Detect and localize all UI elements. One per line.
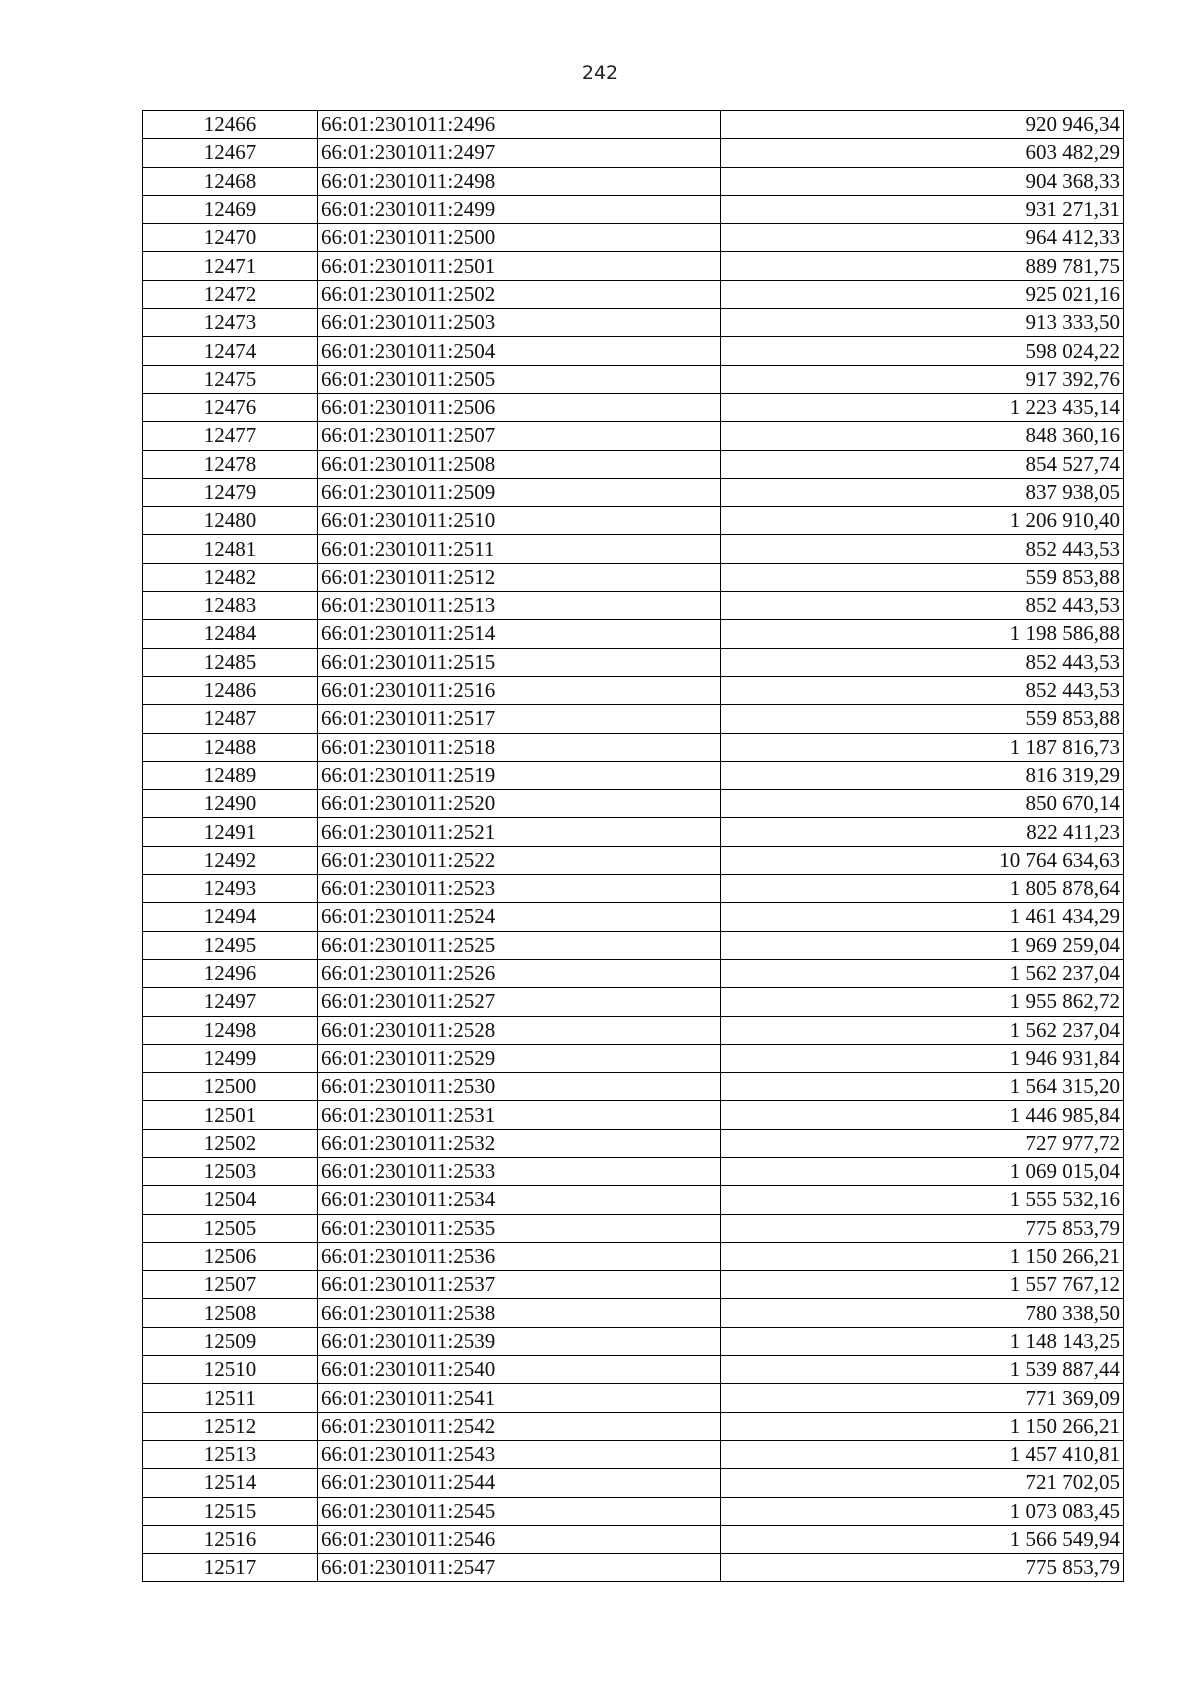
cadastral-value-cell: 603 482,29 [721, 139, 1124, 167]
table-row [143, 337, 1124, 365]
cadastral-number-cell: 66:01:2301011:2531 [318, 1101, 721, 1129]
row-number-cell: 12501 [143, 1101, 318, 1129]
row-number-cell: 12508 [143, 1299, 318, 1327]
cadastral-value-cell: 775 853,79 [721, 1214, 1124, 1242]
cadastral-number-cell: 66:01:2301011:2501 [318, 252, 721, 280]
row-number-cell: 12498 [143, 1016, 318, 1044]
table-row [143, 875, 1124, 903]
row-number-cell: 12474 [143, 337, 318, 365]
row-number-cell: 12514 [143, 1469, 318, 1497]
table-row [143, 1327, 1124, 1355]
cadastral-value-cell: 931 271,31 [721, 195, 1124, 223]
cadastral-number-cell: 66:01:2301011:2508 [318, 450, 721, 478]
cadastral-number-cell: 66:01:2301011:2523 [318, 875, 721, 903]
cadastral-value-cell: 1 564 315,20 [721, 1073, 1124, 1101]
cadastral-number-cell: 66:01:2301011:2534 [318, 1186, 721, 1214]
cadastral-value-cell: 964 412,33 [721, 224, 1124, 252]
row-number-cell: 12484 [143, 620, 318, 648]
row-number-cell: 12479 [143, 478, 318, 506]
row-number-cell: 12512 [143, 1412, 318, 1440]
table-row [143, 365, 1124, 393]
cadastral-value-cell: 559 853,88 [721, 705, 1124, 733]
cadastral-number-cell: 66:01:2301011:2532 [318, 1129, 721, 1157]
cadastral-value-cell: 816 319,29 [721, 761, 1124, 789]
cadastral-value-cell: 852 443,53 [721, 535, 1124, 563]
row-number-cell: 12470 [143, 224, 318, 252]
cadastral-value-cell: 1 946 931,84 [721, 1044, 1124, 1072]
cadastral-value-cell: 1 069 015,04 [721, 1157, 1124, 1185]
cadastral-number-cell: 66:01:2301011:2507 [318, 422, 721, 450]
cadastral-number-cell: 66:01:2301011:2543 [318, 1440, 721, 1468]
cadastral-number-cell: 66:01:2301011:2541 [318, 1384, 721, 1412]
table-row [143, 620, 1124, 648]
table-row [143, 1044, 1124, 1072]
table-row [143, 648, 1124, 676]
cadastral-value-cell: 10 764 634,63 [721, 846, 1124, 874]
cadastral-number-cell: 66:01:2301011:2512 [318, 563, 721, 591]
table-row [143, 224, 1124, 252]
table-row [143, 959, 1124, 987]
cadastral-number-cell: 66:01:2301011:2502 [318, 280, 721, 308]
cadastral-number-cell: 66:01:2301011:2517 [318, 705, 721, 733]
cadastral-number-cell: 66:01:2301011:2545 [318, 1497, 721, 1525]
cadastral-number-cell: 66:01:2301011:2516 [318, 676, 721, 704]
row-number-cell: 12485 [143, 648, 318, 676]
cadastral-number-cell: 66:01:2301011:2547 [318, 1554, 721, 1582]
cadastral-value-cell: 1 446 985,84 [721, 1101, 1124, 1129]
cadastral-number-cell: 66:01:2301011:2510 [318, 507, 721, 535]
row-number-cell: 12467 [143, 139, 318, 167]
cadastral-value-cell: 1 150 266,21 [721, 1412, 1124, 1440]
cadastral-value-cell: 1 566 549,94 [721, 1525, 1124, 1553]
row-number-cell: 12504 [143, 1186, 318, 1214]
cadastral-number-cell: 66:01:2301011:2505 [318, 365, 721, 393]
cadastral-number-cell: 66:01:2301011:2514 [318, 620, 721, 648]
table-row [143, 1356, 1124, 1384]
cadastral-number-cell: 66:01:2301011:2539 [318, 1327, 721, 1355]
row-number-cell: 12510 [143, 1356, 318, 1384]
cadastral-value-cell: 1 198 586,88 [721, 620, 1124, 648]
cadastral-value-cell: 1 562 237,04 [721, 1016, 1124, 1044]
row-number-cell: 12494 [143, 903, 318, 931]
row-number-cell: 12505 [143, 1214, 318, 1242]
cadastral-value-cell: 780 338,50 [721, 1299, 1124, 1327]
cadastral-value-cell: 848 360,16 [721, 422, 1124, 450]
cadastral-value-cell: 852 443,53 [721, 676, 1124, 704]
row-number-cell: 12487 [143, 705, 318, 733]
row-number-cell: 12490 [143, 790, 318, 818]
cadastral-value-cell: 727 977,72 [721, 1129, 1124, 1157]
cadastral-value-cell: 775 853,79 [721, 1554, 1124, 1582]
cadastral-value-cell: 1 969 259,04 [721, 931, 1124, 959]
cadastral-number-cell: 66:01:2301011:2511 [318, 535, 721, 563]
cadastral-number-cell: 66:01:2301011:2540 [318, 1356, 721, 1384]
table-row [143, 818, 1124, 846]
cadastral-number-cell: 66:01:2301011:2535 [318, 1214, 721, 1242]
cadastral-value-cell: 1 148 143,25 [721, 1327, 1124, 1355]
cadastral-value-cell: 852 443,53 [721, 592, 1124, 620]
table-row [143, 563, 1124, 591]
cadastral-number-cell: 66:01:2301011:2524 [318, 903, 721, 931]
cadastral-value-cell: 889 781,75 [721, 252, 1124, 280]
table-row [143, 1016, 1124, 1044]
table-row [143, 790, 1124, 818]
row-number-cell: 12466 [143, 111, 318, 139]
row-number-cell: 12486 [143, 676, 318, 704]
cadastral-number-cell: 66:01:2301011:2546 [318, 1525, 721, 1553]
cadastral-value-table [142, 110, 1124, 1582]
row-number-cell: 12492 [143, 846, 318, 874]
row-number-cell: 12497 [143, 988, 318, 1016]
cadastral-number-cell: 66:01:2301011:2509 [318, 478, 721, 506]
table-row [143, 280, 1124, 308]
cadastral-number-cell: 66:01:2301011:2530 [318, 1073, 721, 1101]
table-row [143, 535, 1124, 563]
row-number-cell: 12517 [143, 1554, 318, 1582]
row-number-cell: 12495 [143, 931, 318, 959]
table-row [143, 676, 1124, 704]
table-row [143, 733, 1124, 761]
table-row [143, 903, 1124, 931]
table-row [143, 1525, 1124, 1553]
cadastral-value-cell: 1 073 083,45 [721, 1497, 1124, 1525]
row-number-cell: 12477 [143, 422, 318, 450]
cadastral-number-cell: 66:01:2301011:2504 [318, 337, 721, 365]
row-number-cell: 12515 [143, 1497, 318, 1525]
cadastral-value-cell: 913 333,50 [721, 309, 1124, 337]
cadastral-value-cell: 771 369,09 [721, 1384, 1124, 1412]
cadastral-value-cell: 1 223 435,14 [721, 393, 1124, 421]
row-number-cell: 12469 [143, 195, 318, 223]
cadastral-number-cell: 66:01:2301011:2544 [318, 1469, 721, 1497]
table-row [143, 1129, 1124, 1157]
table-row [143, 422, 1124, 450]
table-row [143, 846, 1124, 874]
cadastral-number-cell: 66:01:2301011:2497 [318, 139, 721, 167]
cadastral-value-cell: 852 443,53 [721, 648, 1124, 676]
cadastral-value-cell: 1 150 266,21 [721, 1242, 1124, 1270]
cadastral-number-cell: 66:01:2301011:2503 [318, 309, 721, 337]
cadastral-value-cell: 904 368,33 [721, 167, 1124, 195]
cadastral-number-cell: 66:01:2301011:2538 [318, 1299, 721, 1327]
table-row [143, 1469, 1124, 1497]
table-row [143, 988, 1124, 1016]
table-row [143, 761, 1124, 789]
table-row [143, 252, 1124, 280]
cadastral-number-cell: 66:01:2301011:2536 [318, 1242, 721, 1270]
table-row [143, 1101, 1124, 1129]
row-number-cell: 12471 [143, 252, 318, 280]
cadastral-number-cell: 66:01:2301011:2520 [318, 790, 721, 818]
table-row [143, 450, 1124, 478]
cadastral-value-cell: 925 021,16 [721, 280, 1124, 308]
cadastral-value-cell: 1 955 862,72 [721, 988, 1124, 1016]
cadastral-number-cell: 66:01:2301011:2529 [318, 1044, 721, 1072]
row-number-cell: 12507 [143, 1271, 318, 1299]
row-number-cell: 12511 [143, 1384, 318, 1412]
table-row [143, 195, 1124, 223]
table-row [143, 167, 1124, 195]
cadastral-number-cell: 66:01:2301011:2496 [318, 111, 721, 139]
row-number-cell: 12506 [143, 1242, 318, 1270]
cadastral-number-cell: 66:01:2301011:2522 [318, 846, 721, 874]
table-row [143, 1073, 1124, 1101]
cadastral-number-cell: 66:01:2301011:2519 [318, 761, 721, 789]
row-number-cell: 12481 [143, 535, 318, 563]
cadastral-value-cell: 1 555 532,16 [721, 1186, 1124, 1214]
row-number-cell: 12509 [143, 1327, 318, 1355]
cadastral-value-cell: 850 670,14 [721, 790, 1124, 818]
cadastral-value-cell: 1 539 887,44 [721, 1356, 1124, 1384]
table-row [143, 1157, 1124, 1185]
table-row [143, 139, 1124, 167]
cadastral-value-cell: 1 461 434,29 [721, 903, 1124, 931]
row-number-cell: 12491 [143, 818, 318, 846]
row-number-cell: 12489 [143, 761, 318, 789]
row-number-cell: 12503 [143, 1157, 318, 1185]
cadastral-value-cell: 920 946,34 [721, 111, 1124, 139]
cadastral-value-cell: 837 938,05 [721, 478, 1124, 506]
cadastral-number-cell: 66:01:2301011:2521 [318, 818, 721, 846]
cadastral-number-cell: 66:01:2301011:2518 [318, 733, 721, 761]
cadastral-number-cell: 66:01:2301011:2525 [318, 931, 721, 959]
row-number-cell: 12472 [143, 280, 318, 308]
cadastral-number-cell: 66:01:2301011:2537 [318, 1271, 721, 1299]
cadastral-value-cell: 854 527,74 [721, 450, 1124, 478]
table-row [143, 111, 1124, 139]
cadastral-value-cell: 822 411,23 [721, 818, 1124, 846]
cadastral-number-cell: 66:01:2301011:2500 [318, 224, 721, 252]
cadastral-value-cell: 917 392,76 [721, 365, 1124, 393]
cadastral-number-cell: 66:01:2301011:2506 [318, 393, 721, 421]
row-number-cell: 12499 [143, 1044, 318, 1072]
row-number-cell: 12483 [143, 592, 318, 620]
cadastral-number-cell: 66:01:2301011:2499 [318, 195, 721, 223]
cadastral-value-cell: 598 024,22 [721, 337, 1124, 365]
row-number-cell: 12493 [143, 875, 318, 903]
table-row [143, 1242, 1124, 1270]
row-number-cell: 12480 [143, 507, 318, 535]
table-row [143, 1440, 1124, 1468]
table-row [143, 1554, 1124, 1582]
cadastral-number-cell: 66:01:2301011:2513 [318, 592, 721, 620]
row-number-cell: 12476 [143, 393, 318, 421]
table-row [143, 309, 1124, 337]
table-row [143, 1186, 1124, 1214]
table-row [143, 592, 1124, 620]
table-row [143, 931, 1124, 959]
table-row [143, 1497, 1124, 1525]
row-number-cell: 12513 [143, 1440, 318, 1468]
row-number-cell: 12496 [143, 959, 318, 987]
cadastral-value-cell: 1 805 878,64 [721, 875, 1124, 903]
table-row [143, 507, 1124, 535]
cadastral-value-cell: 721 702,05 [721, 1469, 1124, 1497]
cadastral-number-cell: 66:01:2301011:2515 [318, 648, 721, 676]
row-number-cell: 12475 [143, 365, 318, 393]
cadastral-value-cell: 1 187 816,73 [721, 733, 1124, 761]
cadastral-number-cell: 66:01:2301011:2533 [318, 1157, 721, 1185]
cadastral-number-cell: 66:01:2301011:2527 [318, 988, 721, 1016]
cadastral-number-cell: 66:01:2301011:2526 [318, 959, 721, 987]
row-number-cell: 12473 [143, 309, 318, 337]
table-row [143, 393, 1124, 421]
table-row [143, 705, 1124, 733]
table-body [143, 111, 1124, 1582]
row-number-cell: 12488 [143, 733, 318, 761]
table-row [143, 1412, 1124, 1440]
table-row [143, 1384, 1124, 1412]
row-number-cell: 12468 [143, 167, 318, 195]
table-row [143, 1299, 1124, 1327]
cadastral-number-cell: 66:01:2301011:2528 [318, 1016, 721, 1044]
cadastral-number-cell: 66:01:2301011:2542 [318, 1412, 721, 1440]
cadastral-value-cell: 559 853,88 [721, 563, 1124, 591]
cadastral-value-cell: 1 562 237,04 [721, 959, 1124, 987]
row-number-cell: 12516 [143, 1525, 318, 1553]
cadastral-value-cell: 1 557 767,12 [721, 1271, 1124, 1299]
row-number-cell: 12482 [143, 563, 318, 591]
row-number-cell: 12478 [143, 450, 318, 478]
table-row [143, 1214, 1124, 1242]
table-row [143, 1271, 1124, 1299]
cadastral-value-cell: 1 206 910,40 [721, 507, 1124, 535]
page-number: 242 [581, 62, 619, 84]
cadastral-value-cell: 1 457 410,81 [721, 1440, 1124, 1468]
table-row [143, 478, 1124, 506]
cadastral-number-cell: 66:01:2301011:2498 [318, 167, 721, 195]
row-number-cell: 12500 [143, 1073, 318, 1101]
row-number-cell: 12502 [143, 1129, 318, 1157]
